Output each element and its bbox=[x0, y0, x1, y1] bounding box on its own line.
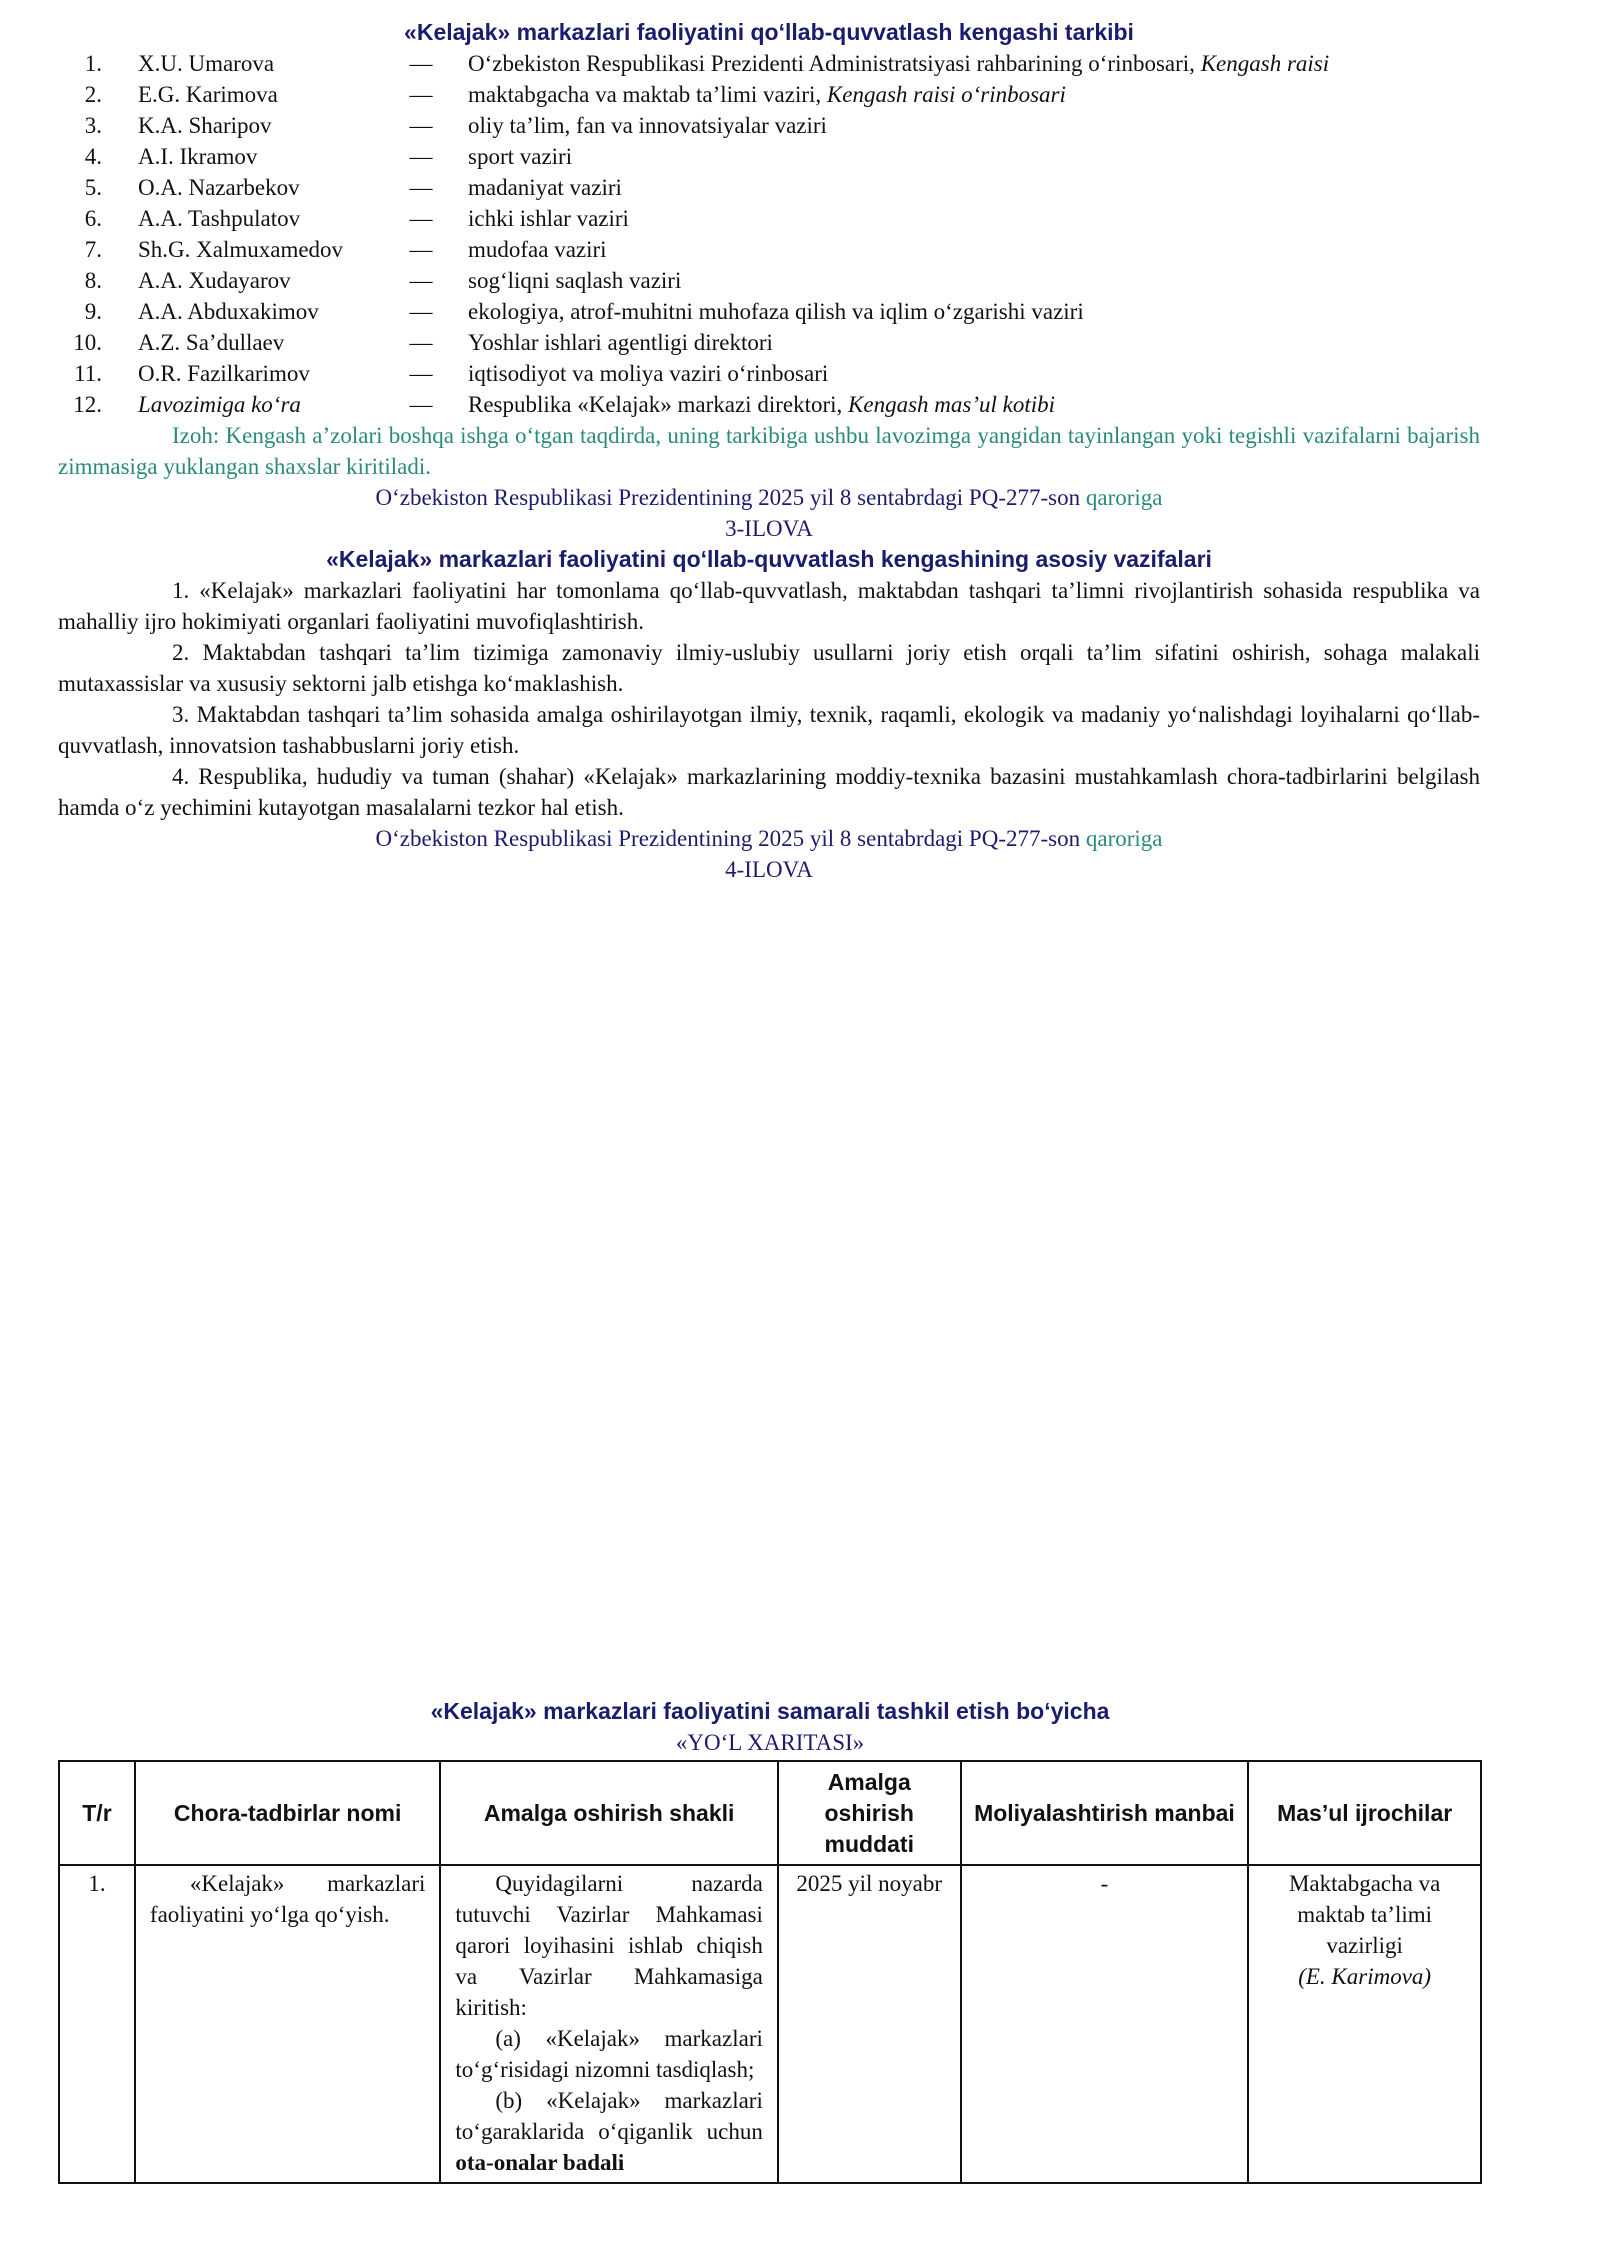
member-role: O‘zbekiston Respublikasi Prezidenti Administratsiyasi rahbarining o‘rinbosari, Kengash raisi bbox=[468, 51, 1330, 76]
list-item bbox=[58, 79, 1480, 110]
council-tasks-title: «Kelajak» markazlari faoliyatini qo‘llab-quvvatlash kengashining asosiy vazifalari bbox=[326, 546, 1212, 572]
responsible-cell bbox=[1248, 1865, 1481, 2183]
member-name: Sh.G. Xalmuxamedov bbox=[138, 237, 344, 262]
member-dash: — bbox=[409, 392, 433, 417]
list-item bbox=[58, 234, 1480, 265]
column-header: Amalga oshirish shakli bbox=[440, 1761, 777, 1865]
member-dash: — bbox=[409, 299, 433, 324]
member-name: Lavozimiga ko‘ra bbox=[138, 392, 301, 417]
member-name: O.A. Nazarbekov bbox=[138, 175, 300, 200]
decree-reference: O‘zbekiston Respublikasi Prezidentining 2025 yil 8 sentabrdagi PQ-277-son qaroriga bbox=[375, 826, 1163, 851]
member-role: maktabgacha va maktab ta’limi vaziri, Kengash raisi o‘rinbosari bbox=[468, 82, 1066, 107]
list-item bbox=[58, 141, 1480, 172]
member-role: oliy ta’lim, fan va innovatsiyalar vaziri bbox=[468, 113, 827, 138]
document-page bbox=[58, 17, 1480, 885]
member-dash: — bbox=[409, 361, 433, 386]
member-role: Yoshlar ishlari agentligi direktori bbox=[468, 330, 773, 355]
decree-link[interactable]: qaroriga bbox=[1085, 826, 1163, 851]
list-item bbox=[58, 203, 1480, 234]
implementation-form-cell bbox=[440, 1865, 777, 2183]
responsible-ministry: Maktabgacha va maktab ta’limi vazirligi bbox=[1288, 1871, 1441, 1958]
member-number: 12. bbox=[73, 392, 102, 417]
roadmap-title: «Kelajak» markazlari faoliyatini samarali tashkil etish bo‘yicha bbox=[430, 1698, 1110, 1724]
member-number: 8. bbox=[84, 268, 102, 293]
member-name: K.A. Sharipov bbox=[138, 113, 272, 138]
member-name: A.A. Tashpulatov bbox=[138, 206, 301, 231]
member-dash: — bbox=[409, 175, 433, 200]
member-role: mudofaa vaziri bbox=[468, 237, 607, 262]
list-item bbox=[58, 48, 1480, 79]
annex-4-label: 4-ILOVA bbox=[725, 857, 813, 882]
form-item-b: (b) «Kelajak» markazlari to‘garaklarida o‘qiganlik uchun ota-onalar badali bbox=[455, 2088, 763, 2175]
member-number: 7. bbox=[84, 237, 102, 262]
column-header: Chora-tadbirlar nomi bbox=[135, 1761, 440, 1865]
roadmap-section bbox=[58, 1696, 1482, 2184]
member-number: 1. bbox=[84, 51, 102, 76]
member-number: 5. bbox=[84, 175, 102, 200]
list-item bbox=[58, 265, 1480, 296]
member-name: A.Z. Sa’dullaev bbox=[138, 330, 285, 355]
decree-link[interactable]: qaroriga bbox=[1085, 485, 1163, 510]
task-paragraph: 1. «Kelajak» markazlari faoliyatini har tomonlama qo‘llab-quvvatlash, maktabdan tashqari ta’limni rivojlantirish sohasida respublika va mahalliy ijro hokimiyati organlari faoliyatini muvofiqlashtirish. bbox=[58, 578, 1480, 634]
member-dash: — bbox=[409, 113, 433, 138]
member-name: X.U. Umarova bbox=[138, 51, 275, 76]
task-paragraph: 4. Respublika, hududiy va tuman (shahar) «Kelajak» markazlarining moddiy-texnika bazasini mustahkamlash chora-tadbirlarini belgilash hamda o‘z yechimini kutayotgan masalalarni tezkor hal etish. bbox=[58, 764, 1480, 820]
list-item bbox=[58, 358, 1480, 389]
member-number: 4. bbox=[84, 144, 102, 169]
member-dash: — bbox=[409, 206, 433, 231]
member-number: 2. bbox=[84, 82, 102, 107]
measure-name-cell bbox=[135, 1865, 440, 2183]
member-role: ekologiya, atrof-muhitni muhofaza qilish va iqlim o‘zgarishi vaziri bbox=[468, 299, 1084, 324]
annex-3-label: 3-ILOVA bbox=[725, 516, 813, 541]
responsible-person: (E. Karimova) bbox=[1298, 1964, 1432, 1989]
member-number: 9. bbox=[84, 299, 102, 324]
funding-cell: - bbox=[961, 1865, 1249, 2183]
form-intro: Quyidagilarni nazarda tutuvchi Vazirlar Mahkamasi qarori loyihasini ishlab chiqish va Vazirlar Mahkamasiga kiritish: bbox=[455, 1871, 763, 2020]
task-paragraph: 3. Maktabdan tashqari ta’lim sohasida amalga oshirilayotgan ilmiy, texnik, raqamli, ekologik va madaniy yo‘nalishdagi loyihalarni qo‘llab-quvvatlash, innovatsion tashabbuslarni joriy etish. bbox=[58, 702, 1480, 758]
member-dash: — bbox=[409, 144, 433, 169]
member-dash: — bbox=[409, 51, 433, 76]
member-dash: — bbox=[409, 268, 433, 293]
member-role: sport vaziri bbox=[468, 144, 573, 169]
column-header: Moliyalashtirish manbai bbox=[961, 1761, 1249, 1865]
member-dash: — bbox=[409, 330, 433, 355]
column-header: Mas’ul ijrochilar bbox=[1248, 1761, 1481, 1865]
member-number: 10. bbox=[73, 330, 102, 355]
table-row bbox=[59, 1865, 1481, 2183]
council-members-list bbox=[58, 48, 1480, 420]
list-item bbox=[58, 296, 1480, 327]
member-dash: — bbox=[409, 237, 433, 262]
member-role: iqtisodiyot va moliya vaziri o‘rinbosari bbox=[468, 361, 829, 386]
roadmap-subtitle: «YO‘L XARITASI» bbox=[675, 1730, 865, 1755]
member-name: O.R. Fazilkarimov bbox=[138, 361, 310, 386]
member-number: 11. bbox=[74, 361, 102, 386]
decree-reference: O‘zbekiston Respublikasi Prezidentining 2025 yil 8 sentabrdagi PQ-277-son qaroriga bbox=[375, 485, 1163, 510]
council-note: Izoh: Kengash a’zolari boshqa ishga o‘tgan taqdirda, uning tarkibiga ushbu lavozimga yangidan tayinlangan yoki tegishli vazifalarni bajarish zimmasiga yuklangan shaxslar kiritiladi. bbox=[58, 423, 1480, 479]
member-role: ichki ishlar vaziri bbox=[468, 206, 629, 231]
column-header: T/r bbox=[59, 1761, 135, 1865]
member-name: A.A. Xudayarov bbox=[138, 268, 291, 293]
table-header-row bbox=[59, 1761, 1481, 1865]
form-item-a: (a) «Kelajak» markazlari to‘g‘risidagi nizomni tasdiqlash; bbox=[455, 2026, 763, 2082]
member-role: sog‘liqni saqlash vaziri bbox=[468, 268, 682, 293]
deadline-cell: 2025 yil noyabr bbox=[778, 1865, 961, 2183]
task-paragraph: 2. Maktabdan tashqari ta’lim tizimiga zamonaviy ilmiy-uslubiy usullarni joriy etish orqali ta’lim sifatini oshirish, sohaga malakali mutaxassislar va xususiy sektorni jalb etishga ko‘maklashish. bbox=[58, 640, 1480, 696]
measure-name: «Kelajak» markazlari faoliyatini yo‘lga qo‘yish. bbox=[149, 1871, 426, 1927]
list-item bbox=[58, 110, 1480, 141]
member-number: 6. bbox=[84, 206, 102, 231]
roadmap-table bbox=[58, 1760, 1482, 2184]
list-item bbox=[58, 327, 1480, 358]
member-role: madaniyat vaziri bbox=[468, 175, 622, 200]
member-name: A.A. Abduxakimov bbox=[138, 299, 319, 324]
member-name: E.G. Karimova bbox=[138, 82, 278, 107]
row-number: 1. bbox=[59, 1865, 135, 2183]
member-dash: — bbox=[409, 82, 433, 107]
column-header: Amalga oshirish muddati bbox=[778, 1761, 961, 1865]
member-number: 3. bbox=[84, 113, 102, 138]
council-composition-title: «Kelajak» markazlari faoliyatini qo‘llab-quvvatlash kengashi tarkibi bbox=[404, 19, 1134, 45]
list-item bbox=[58, 172, 1480, 203]
member-name: A.I. Ikramov bbox=[138, 144, 258, 169]
list-item bbox=[58, 389, 1480, 420]
member-role: Respublika «Kelajak» markazi direktori, Kengash mas’ul kotibi bbox=[468, 392, 1056, 417]
